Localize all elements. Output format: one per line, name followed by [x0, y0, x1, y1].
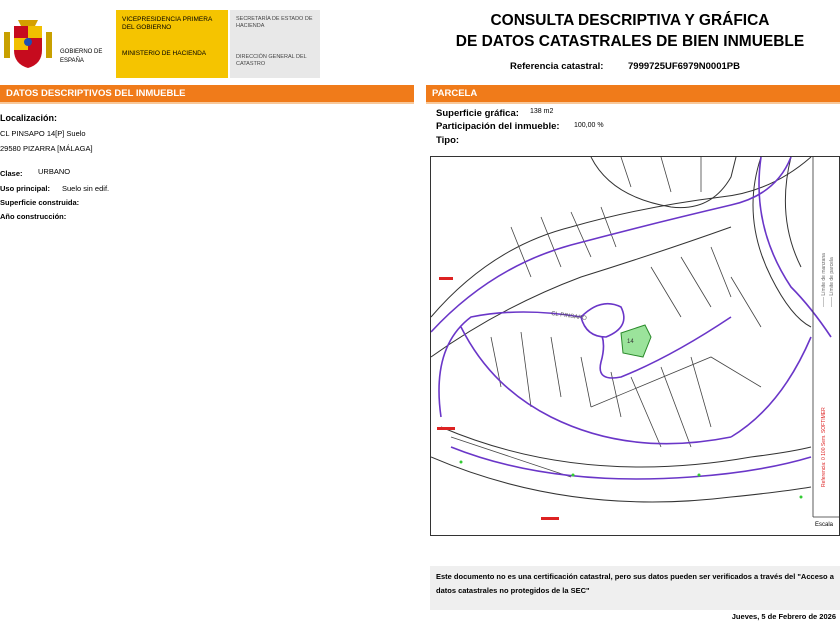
participacion-value: 100,00 % [574, 122, 604, 129]
section-title-parcela: PARCELA [426, 85, 840, 102]
address-line-1: CL PINSAPO 14[P] Suelo [0, 129, 86, 138]
vp-line: VICEPRESIDENCIA PRIMERA DEL GOBIERNO [122, 16, 212, 31]
ministry-name: MINISTERIO DE HACIENDA [122, 50, 207, 57]
superficie-grafica-label: Superficie gráfica: [436, 108, 519, 119]
localizacion-label: Localización: [0, 113, 58, 123]
page-title: CONSULTA DESCRIPTIVA Y GRÁFICA DE DATOS CATASTRALES DE BIEN INMUEBLE [455, 12, 805, 50]
gov-name: GOBIERNO DE ESPAÑA [60, 49, 103, 64]
clase-label: Clase: [0, 169, 23, 178]
svg-text:—— Límite de parcela: —— Límite de parcela [829, 257, 835, 307]
ref-label: Referencia catastral: [510, 61, 604, 72]
secretaria-name: SECRETARÍA DE ESTADO DE HACIENDA [236, 16, 313, 29]
superficie-construida-label: Superficie construida: [0, 198, 80, 207]
disclaimer-note: Este documento no es una certificación catastral, pero sus datos pueden ser verificados a través del "Acceso a datos catastrales no protegidos de la SEC" [430, 566, 840, 610]
parcel-number: 14 [627, 339, 634, 345]
anio-construccion-label: Año construcción: [0, 212, 67, 221]
participacion-label: Participación del inmueble: [436, 121, 560, 132]
secretaria-block [230, 10, 320, 78]
scale-label: Escala [815, 522, 834, 528]
tipo-label: Tipo: [436, 135, 460, 146]
issue-date: Jueves, 5 de Febrero de 2026 [731, 612, 836, 621]
street-label: CL PINSAPO [550, 311, 588, 322]
direccion-name: DIRECCIÓN GENERAL DEL CATASTRO [236, 54, 307, 67]
uso-label: Uso principal: [0, 184, 51, 193]
superficie-grafica-value: 138 m2 [530, 108, 554, 115]
ministry-block [116, 10, 228, 78]
clase-value: URBANO [38, 167, 71, 176]
section-title-descriptivos: DATOS DESCRIPTIVOS DEL INMUEBLE [0, 85, 414, 102]
address-line-2: 29580 PIZARRA [MÁLAGA] [0, 144, 93, 153]
section-bar-shadow [426, 102, 840, 104]
uso-value: Suelo sin edif. [62, 184, 110, 193]
spain-coat-of-arms-icon [4, 18, 52, 70]
cadastral-map[interactable] [430, 156, 840, 536]
section-bar-shadow [0, 102, 414, 104]
map-legend-red: Referencia: 0 100 Sem. SOFTIMER [821, 407, 827, 487]
svg-text:—— Límite de manzana: —— Límite de manzana [821, 253, 827, 307]
ref-value: 7999725UF6979N0001PB [628, 61, 740, 72]
